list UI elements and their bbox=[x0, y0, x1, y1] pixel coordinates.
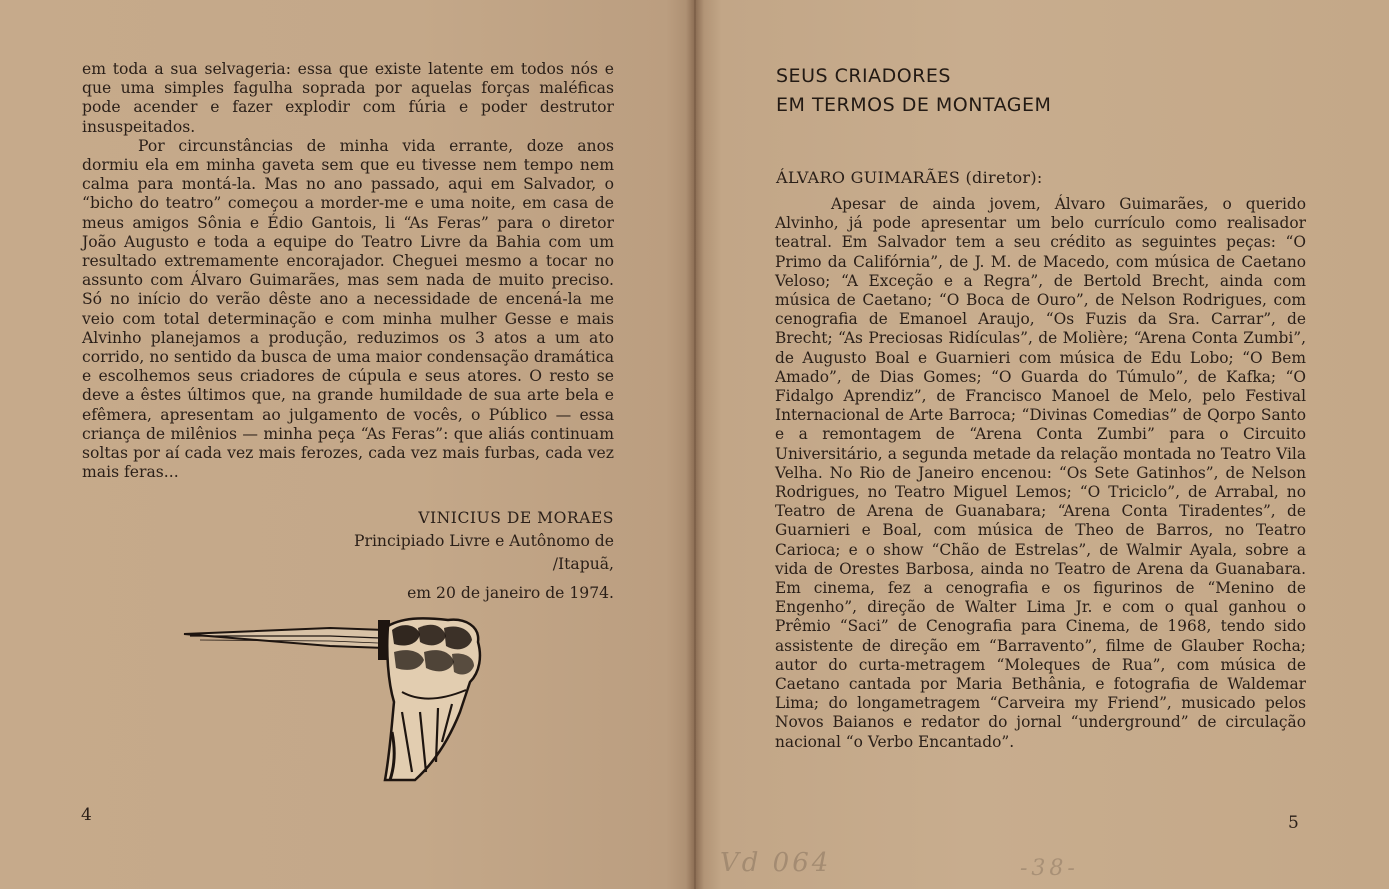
hand-holding-dagger-icon bbox=[180, 612, 520, 782]
author-name: VINICIUS DE MORAES bbox=[418, 509, 614, 527]
right-page-text bbox=[775, 195, 1306, 752]
left-paragraph-1: em toda a sua selvageria: essa que existe latente em todos nós e que uma simples fagulha soprada por aquelas forças maléficas pode acender e fazer explodir com fúria e poder destrutor insuspeitados. bbox=[82, 60, 614, 136]
author-title-line1: Principiado Livre e Autônomo de bbox=[354, 532, 614, 550]
page-number-left: 4 bbox=[81, 805, 92, 825]
left-page-text bbox=[82, 60, 614, 482]
section-heading bbox=[776, 62, 1196, 120]
director-bio-paragraph: Apesar de ainda jovem, Álvaro Guimarães, o querido Alvinho, já pode apresentar um belo currículo como realisador teatral. Em Salvador tem a seu crédito as seguintes peças: “O Primo da Califórnia”, de J. M. de Macedo, com música de Caetano Veloso; “A Exceção e a Regra”, de Bertold Brecht, ainda com música de Caetano; “O Boca de Ouro”, de Nelson Rodrigues, com cenografia de Emanoel Araujo, “Os Fuzis da Sra. Carrar”, de Brecht; “As Preciosas Ridículas”, de Molière; “Arena Conta Zumbi”, de Augusto Boal e Guarnieri com música de Edu Lobo; “O Bem Amado”, de Dias Gomes; “O Guarda do Túmulo”, de Kafka; “O Fidalgo Aprendiz”, de Francisco Manoel de Melo, pelo Festival Internacional de Arte Barroca; “Divinas Comedias” de Qorpo Santo e a remontagem de “Arena Conta Zumbi” para o Circuito Universitário, a segunda metade da relação montada no Teatro Vila Velha. No Rio de Janeiro encenou: “Os Sete Gatinhos”, de Nelson Rodrigues, no Teatro Miguel Lemos; “O Triciclo”, de Arrabal, no Teatro de Arena de Guanabara; “Arena Conta Tiradentes”, de Guarnieri e Boal, com música de Theo de Barros, no Teatro Carioca; e o show “Chão de Estrelas”, de Walmir Ayala, sobre a vida de Orestes Barbosa, ainda no Teatro de Arena da Guanabara. Em cinema, fez a cenografia e os figurinos de “Menino de Engenho”, direção de Walter Lima Jr. e com o qual ganhou o Prêmio “Saci” de Cenografia para Cinema, de 1968, tendo sido assistente de direção em “Barravento”, filme de Glauber Rocha; autor do curta-metragem “Moleques de Rua”, com música de Caetano cantada por Maria Bethânia, e fotografia de Waldemar Lima; do longametragem “Carveira my Friend”, musicado pelos Novos Baianos e redator do jornal “underground” de circulação nacional “o Verbo Encantado”. bbox=[775, 195, 1306, 751]
heading-line-2: EM TERMOS DE MONTAGEM bbox=[776, 94, 1052, 116]
left-paragraph-2: Por circunstâncias de minha vida errante, doze anos dormiu ela em minha gaveta sem que eu tivesse nem tempo nem calma para montá-la. Mas no ano passado, aqui em Salvador, o “bicho do teatro” começou a morder-me e uma noite, em casa de meus amigos Sônia e Édio Gantois, li “As Feras” para o diretor João Augusto e toda a equipe do Teatro Livre da Bahia com um resultado extremamente encorajador. Cheguei mesmo a tocar no assunto com Álvaro Guimarães, mas sem nada de muito preciso. Só no início do verão dêste ano a necessidade de encená-la me veio com total determinação e com minha mulher Gesse e mais Alvinho planejamos a produção, reduzimos os 3 atos a um ato corrido, no sentido da busca de uma maior condensação dramática e escolhemos seus criadores de cúpula e seus atores. O resto se deve a êstes últimos que, na grande humildade de sua arte bela e efêmera, apresentam ao julgamento de vocês, o Público — essa criança de milênios — minha peça “As Feras”: que aliás continuam soltas por aí cada vez mais ferozes, cada vez mais furbas, cada vez mais feras... bbox=[82, 136, 614, 482]
director-subheading: ÁLVARO GUIMARÃES (diretor): bbox=[776, 168, 1043, 187]
signature-block bbox=[300, 507, 614, 605]
book-gutter bbox=[686, 0, 704, 889]
author-title-line2: /Itapuã, bbox=[552, 555, 614, 573]
signature-date: em 20 de janeiro de 1974. bbox=[407, 584, 614, 602]
page-number-right: 5 bbox=[1288, 813, 1299, 833]
heading-line-1: SEUS CRIADORES bbox=[776, 65, 951, 87]
handwritten-page-note: -38- bbox=[1020, 856, 1079, 881]
left-page bbox=[0, 0, 694, 889]
handwritten-archive-note: Vd 064 bbox=[720, 848, 832, 878]
